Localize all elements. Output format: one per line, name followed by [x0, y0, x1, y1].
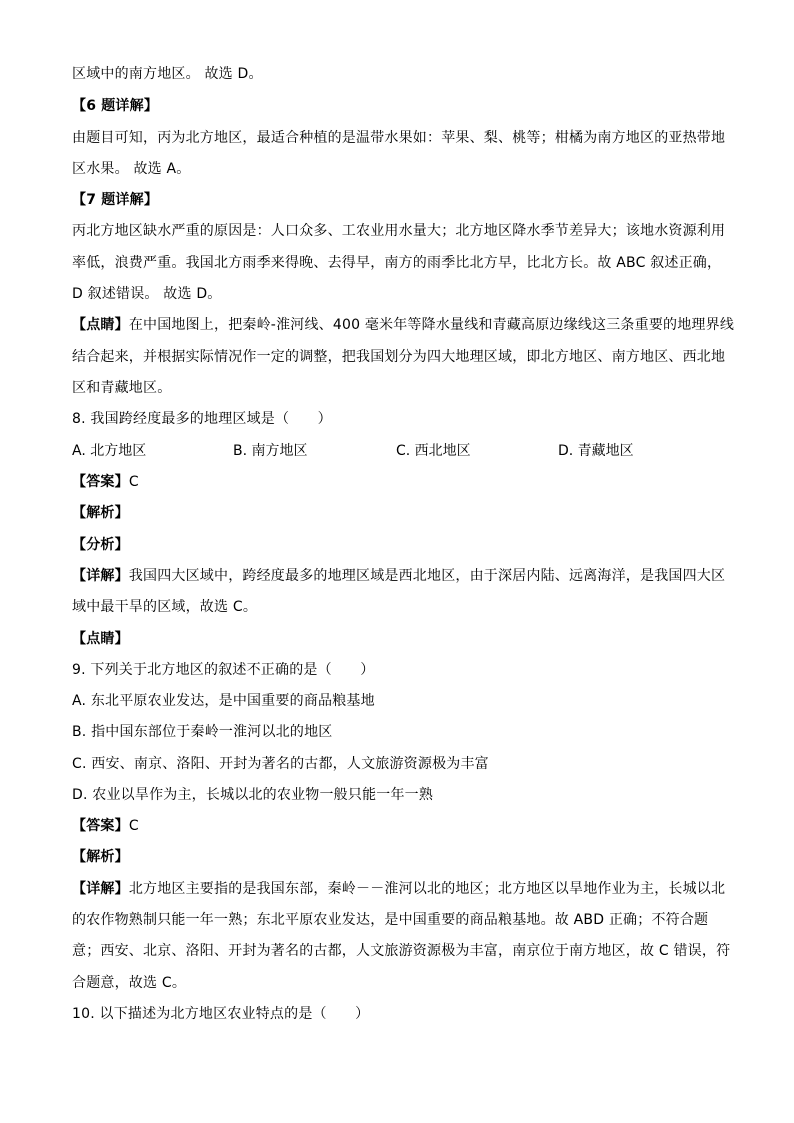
q9-answer-tag: 【答案】: [72, 818, 129, 834]
q8-answer: [72, 472, 722, 492]
q8-detail-line-1: [72, 566, 726, 586]
q8-dianjing-tag: 【点睛】: [72, 631, 129, 647]
q9-detail-line-1: [72, 879, 726, 899]
q7-detail-line-2: 率低，浪费严重。我国北方雨季来得晚、去得早，南方的雨季比北方早，比北方长。故 ABC 叙述正确，: [72, 255, 722, 271]
q8-jiexi-tag: 【解析】: [72, 505, 129, 521]
q7-detail-line-3: D 叙述错误。 故选 D。: [72, 286, 222, 302]
dianjing-1-line-3: 区和青藏地区。: [72, 380, 172, 396]
dianjing-1-text: 在中国地图上，把秦岭-淮河线、400 毫米年等降水量线和青藏高原边缘线这三条重要的地理界线: [128, 317, 735, 333]
q9-option-c: C. 西安、南京、洛阳、开封为著名的古都，人文旅游资源极为丰富: [72, 756, 489, 772]
q9-detail-text: 北方地区主要指的是我国东部，秦岭－－淮河以北的地区；北方地区以旱地作业为主，长城以北: [128, 881, 726, 897]
q9-option-b: B. 指中国东部位于秦岭一淮河以北的地区: [72, 724, 333, 740]
q9-detail-line-3: 意；西安、北京、洛阳、开封为著名的古都，人文旅游资源极为丰富，南京位于南方地区，故 C 错误，符: [72, 943, 731, 959]
q8-option-c: C. 西北地区: [396, 443, 471, 459]
q9-jiexi-tag: 【解析】: [72, 849, 129, 865]
q9-answer-value: C: [128, 818, 139, 834]
q9-detail-tag: 【详解】: [72, 881, 129, 897]
dianjing-1-line-1: [72, 315, 735, 335]
q9-detail-line-4: 合题意，故选 C。: [72, 975, 187, 991]
q7-detail-line-1: 丙北方地区缺水严重的原因是：人口众多、工农业用水量大；北方地区降水季节差异大；该地水资源利用: [72, 223, 726, 239]
q5-answer-tail: 区域中的南方地区。 故选 D。: [72, 66, 263, 82]
q8-fenxi-tag: 【分析】: [72, 537, 129, 553]
q9-stem: 9. 下列关于北方地区的叙述不正确的是（ ）: [72, 662, 375, 678]
q8-detail-line-2: 域中最干旱的区域，故选 C。: [72, 599, 258, 615]
q6-detail-line-1: 由题目可知，丙为北方地区，最适合种植的是温带水果如：苹果、梨、桃等；柑橘为南方地区的亚热带地: [72, 130, 726, 146]
q9-option-a: A. 东北平原农业发达，是中国重要的商品粮基地: [72, 693, 375, 709]
q8-option-d: D. 青藏地区: [558, 443, 634, 459]
q8-detail-text: 我国四大区域中，跨经度最多的地理区域是西北地区，由于深居内陆、远离海洋，是我国四大区: [128, 568, 726, 584]
dianjing-1-line-2: 结合起来，并根据实际情况作一定的调整，把我国划分为四大地理区域，即北方地区、南方地区、西北地: [72, 349, 726, 365]
dianjing-1-tag: 【点睛】: [72, 317, 129, 333]
q8-answer-tag: 【答案】: [72, 474, 129, 490]
q9-answer: [72, 816, 722, 836]
q8-detail-tag: 【详解】: [72, 568, 129, 584]
q8-option-a: A. 北方地区: [72, 443, 147, 459]
q7-detail-tag: 【7 题详解】: [72, 192, 159, 208]
q8-stem: 8. 我国跨经度最多的地理区域是（ ）: [72, 411, 332, 427]
q9-option-d: D. 农业以旱作为主，长城以北的农业物一般只能一年一熟: [72, 787, 434, 803]
q6-detail-line-2: 区水果。 故选 A。: [72, 161, 191, 177]
q8-option-b: B. 南方地区: [233, 443, 308, 459]
q9-detail-line-2: 的农作物熟制只能一年一熟；东北平原农业发达，是中国重要的商品粮基地。故 ABD 正确；不符合题: [72, 912, 709, 928]
q6-detail-tag: 【6 题详解】: [72, 98, 159, 114]
q8-answer-value: C: [128, 474, 139, 490]
q10-stem: 10. 以下描述为北方地区农业特点的是（ ）: [72, 1006, 370, 1022]
